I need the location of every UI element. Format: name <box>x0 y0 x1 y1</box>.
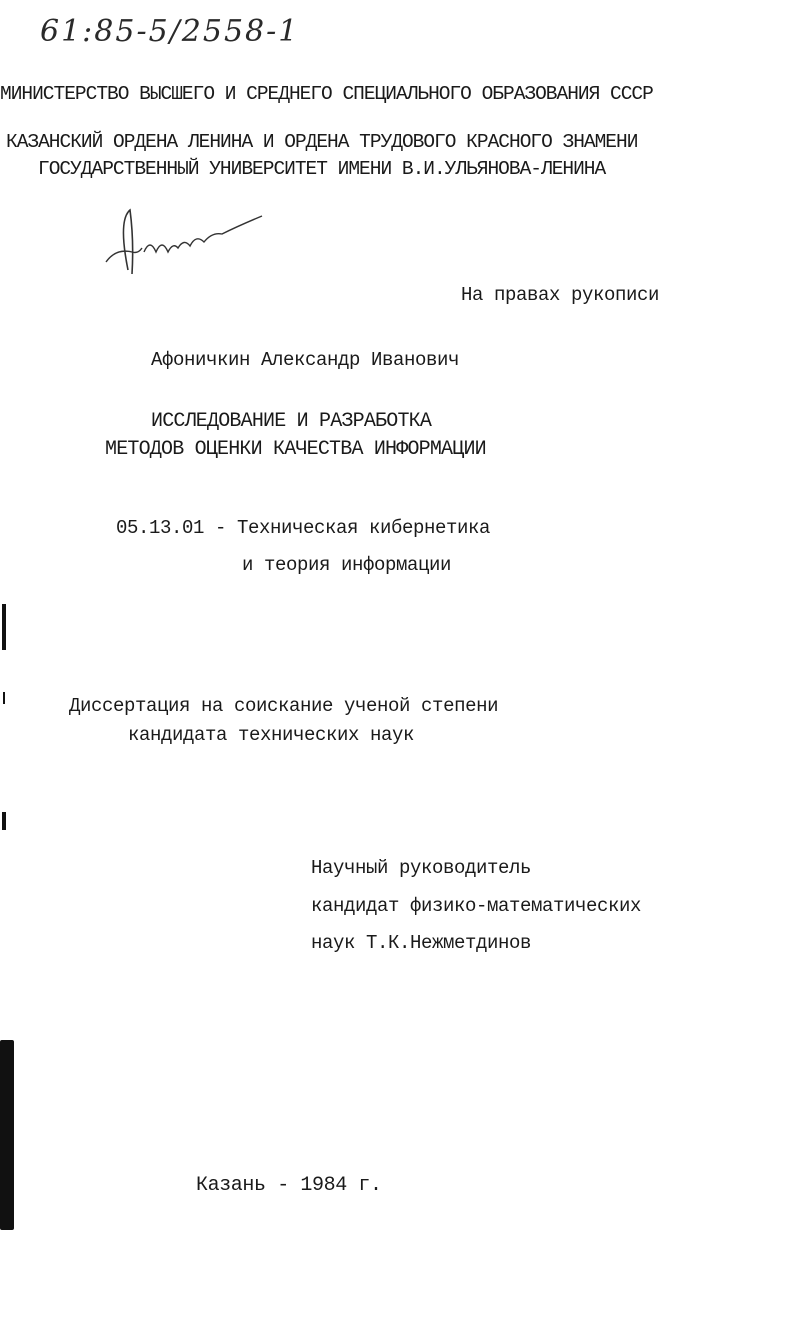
ministry-line: МИНИСТЕРСТВО ВЫСШЕГО И СРЕДНЕГО СПЕЦИАЛЬНОГО ОБРАЗОВАНИЯ СССР <box>0 83 653 105</box>
degree-line-2: кандидата технических наук <box>128 724 415 746</box>
specialty-line-1: 05.13.01 - Техническая кибернетика <box>116 517 491 539</box>
supervisor-line-3: наук Т.К.Нежметдинов <box>311 932 532 954</box>
scan-edge-mark <box>3 692 5 704</box>
place-and-year: Казань - 1984 г. <box>196 1174 382 1197</box>
scan-edge-mark <box>2 604 6 650</box>
degree-line-1: Диссертация на соискание ученой степени <box>69 695 499 717</box>
university-line-1: КАЗАНСКИЙ ОРДЕНА ЛЕНИНА И ОРДЕНА ТРУДОВОГО КРАСНОГО ЗНАМЕНИ <box>6 131 638 153</box>
supervisor-line-2: кандидат физико-математических <box>311 895 642 917</box>
title-line-2: МЕТОДОВ ОЦЕНКИ КАЧЕСТВА ИНФОРМАЦИИ <box>105 438 486 461</box>
scan-edge-mark <box>0 1040 14 1230</box>
university-line-2: ГОСУДАРСТВЕННЫЙ УНИВЕРСИТЕТ ИМЕНИ В.И.УЛЬЯНОВА-ЛЕНИНА <box>38 158 606 180</box>
rights-note: На правах рукописи <box>461 284 660 306</box>
supervisor-line-1: Научный руководитель <box>311 857 532 879</box>
handwritten-signature <box>98 200 298 280</box>
signature-image <box>98 200 298 280</box>
archive-code-handwritten: 61:85-5/2558-1 <box>40 14 300 49</box>
title-line-1: ИССЛЕДОВАНИЕ И РАЗРАБОТКА <box>151 410 432 433</box>
specialty-line-2: и теория информации <box>242 554 452 576</box>
author-name: Афоничкин Александр Иванович <box>151 349 460 371</box>
scan-edge-mark <box>2 812 6 830</box>
